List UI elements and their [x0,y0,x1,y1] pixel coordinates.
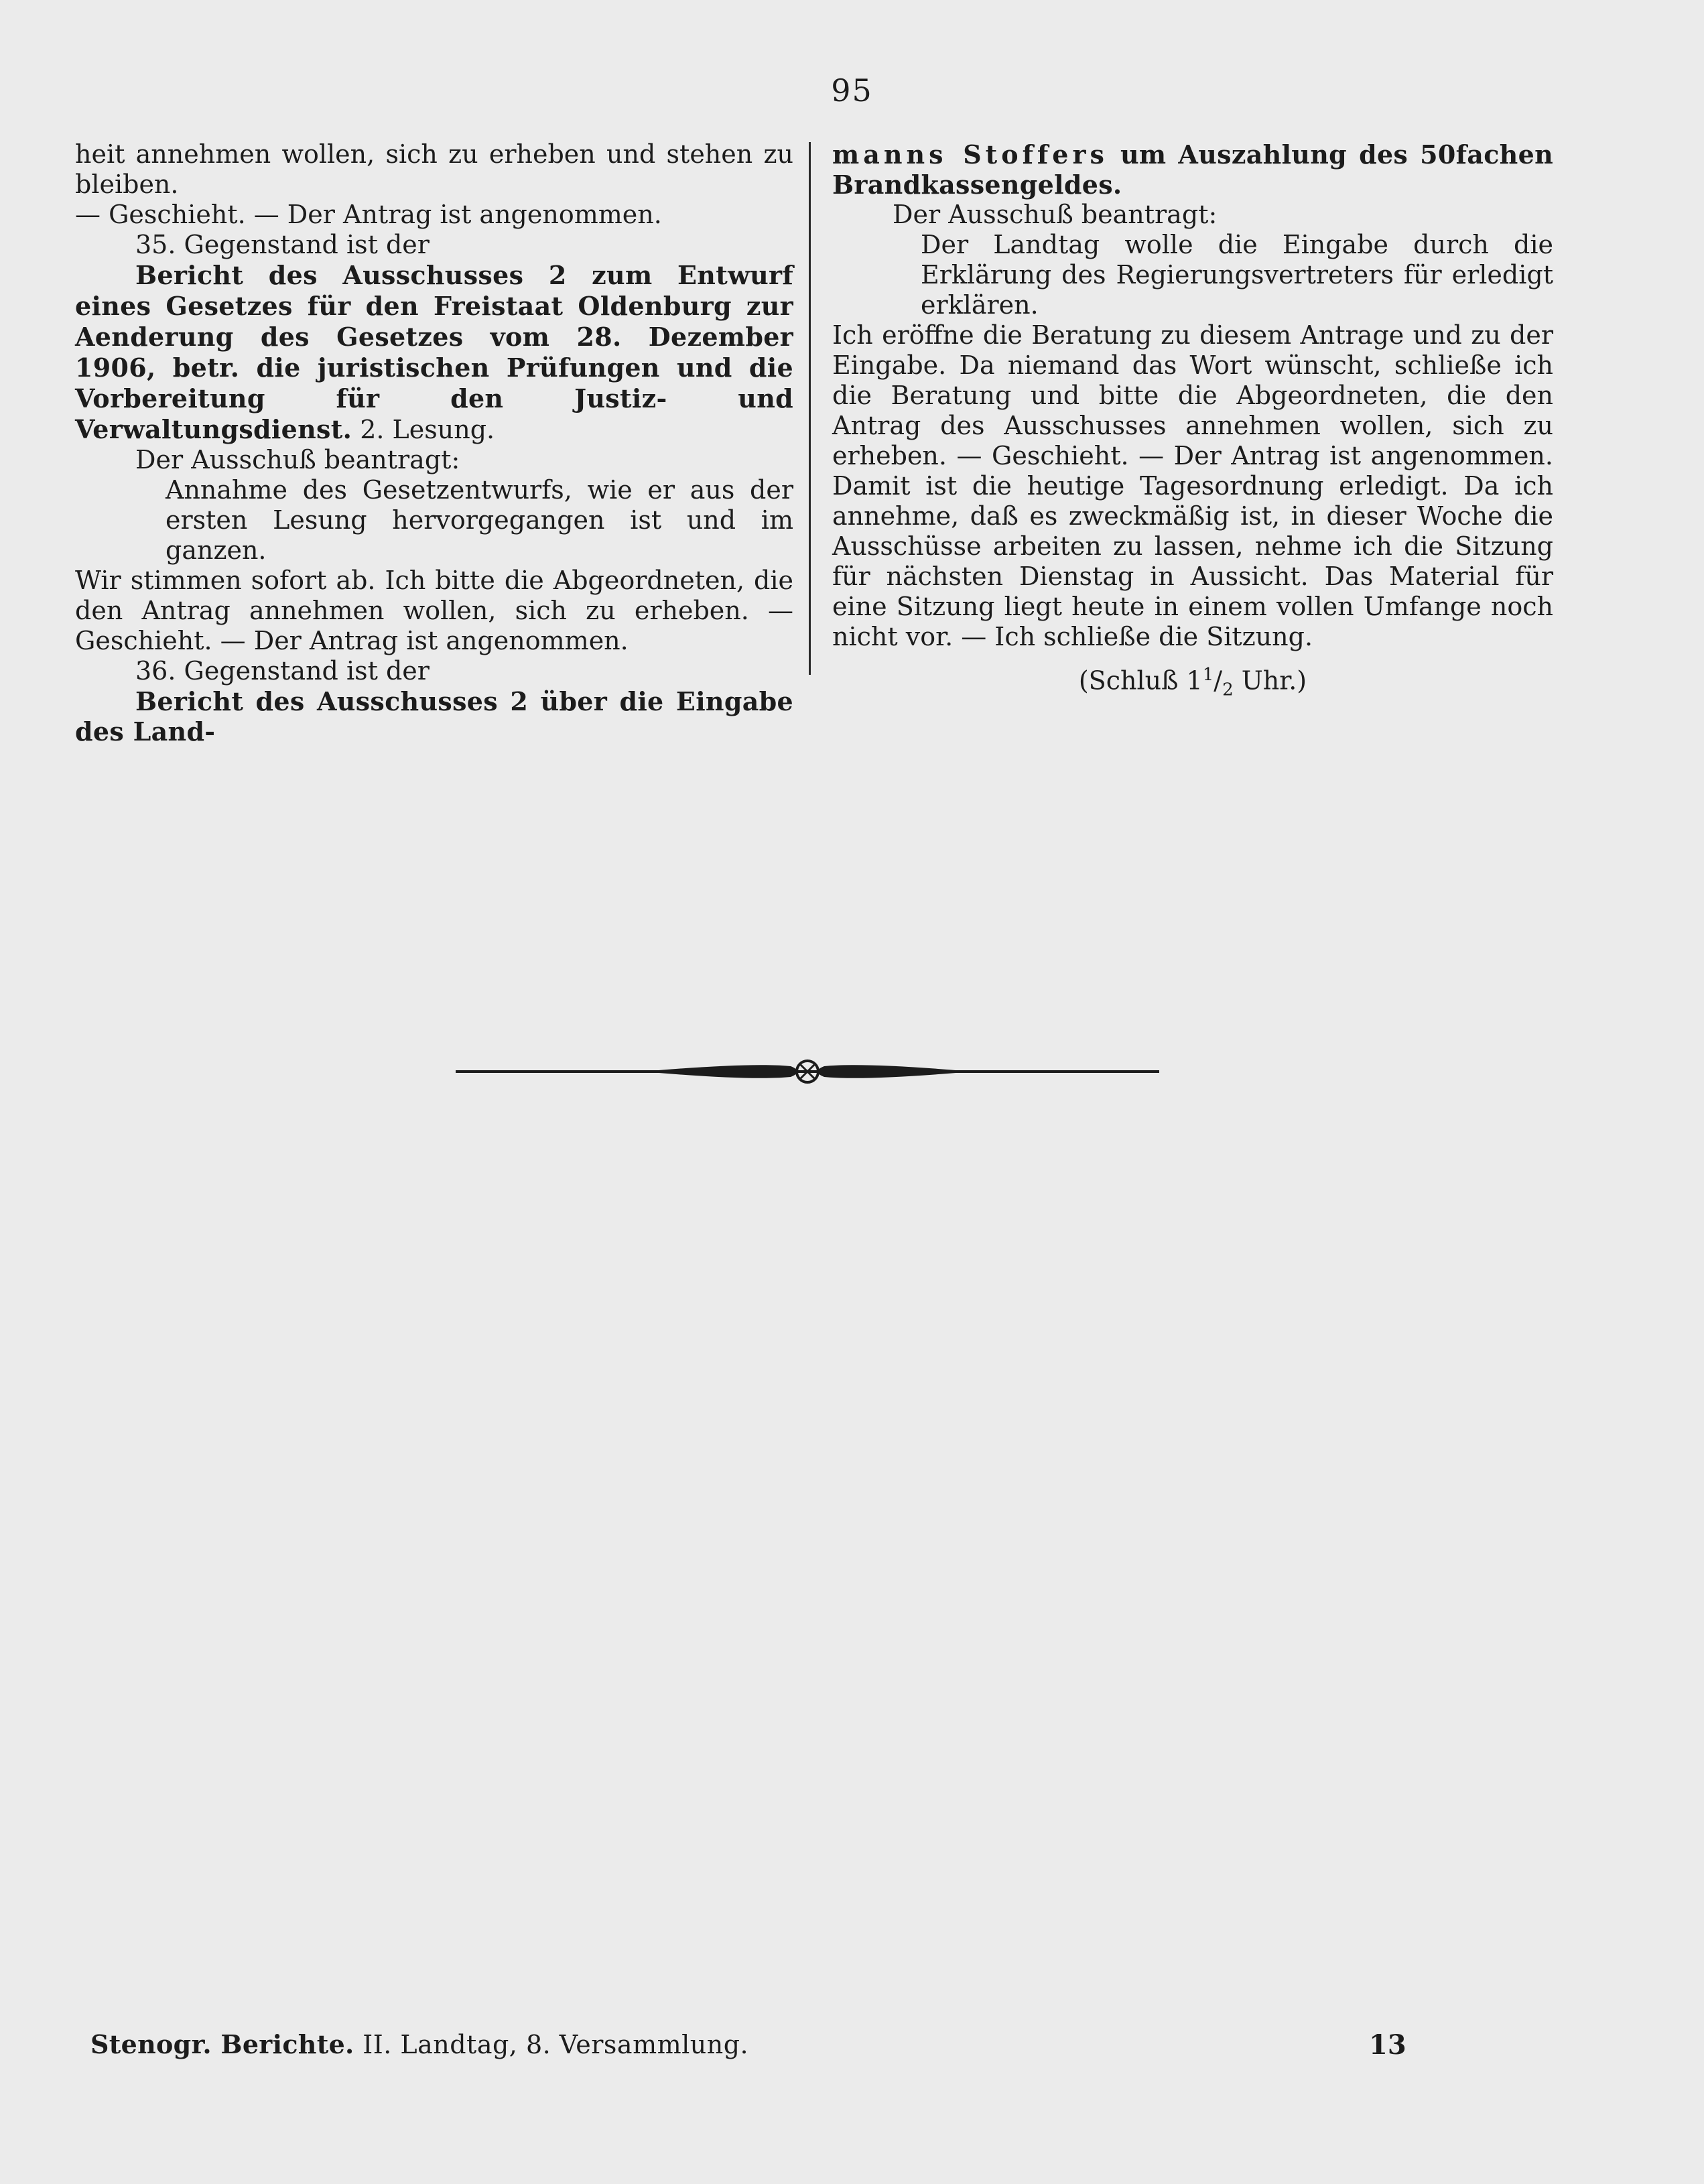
left-column [75,139,793,747]
report-36-cont-text: um Auszahlung des 50fachen Brandkassengeldes. [832,139,1554,200]
proposal-35: Annahme des Gesetzentwurfs, wie er aus der ersten Lesung hervorgegangen ist und im ganzen. [166,475,793,565]
column-divider [809,142,811,675]
paragraph-continuation [75,139,793,230]
session-end: (Schluß $1^1/_2$ Uhr.) [1078,665,1307,700]
committee-proposes-label: Der Ausschuß beantragt: [135,445,460,474]
session-end-suffix: Uhr.) [1233,665,1307,696]
vote-35: Wir stimmen sofort ab. Ich bitte die Abgeordneten, die den Antrag annehmen wollen, sich zu erheben. — Geschieht. — Der Antrag ist angenommen. [75,566,793,655]
report-36-continued [832,139,1553,200]
reading-35: 2. Lesung. [360,415,495,444]
footer-session: II. Landtag, 8. Versammlung. [363,2030,749,2059]
report-36-start: Bericht des Ausschusses 2 über die Eingabe des Land- [75,686,793,747]
footer-publication: Stenogr. Berichte. [90,2029,354,2059]
agenda-item-36: 36. Gegenstand ist der [135,656,430,686]
footer-title [90,2029,748,2059]
petitioner-name: manns Stoffers [832,139,1108,170]
continuation-line-2: — Geschieht. — Der Antrag ist angenommen. [75,200,662,229]
session-end-prefix: (Schluß 1 [1078,665,1203,696]
fraction-denominator: 2 [1222,680,1234,700]
committee-proposes-label-2: Der Ausschuß beantragt: [893,200,1218,229]
report-35 [75,260,793,445]
continuation-line-1: heit annehmen wollen, sich zu erheben und stehen zu bleiben. [75,139,793,199]
page-number: 95 [831,72,873,109]
fraction-numerator: 1 [1202,665,1214,685]
closing-statement: Ich eröffne die Beratung zu diesem Antrage und zu der Eingabe. Da niemand das Wort wünscht, schließe ich die Beratung und bitte die Abgeordneten, die den Antrag des Ausschusses annehmen wollen, sich zu erheben. — Geschieht. — Der Antrag ist angenommen. Damit ist die heutige Tagesordnung erledigt. Da ich annehme, daß es zweckmäßig ist, in dieser Woche die Ausschüsse arbeiten zu lassen, nehme ich die Sitzung für nächsten Dienstag in Aussicht. Das Material für eine Sitzung liegt heute in einem vollen Umfange noch nicht vor. — Ich schließe die Sitzung. [832,320,1553,651]
ornament-divider-icon [456,1055,1159,1089]
agenda-item-35: 35. Gegenstand ist der [135,230,430,259]
report-35-title: Bericht des Ausschusses 2 zum Entwurf eines Gesetzes für den Freistaat Oldenburg zur Aenderung des Gesetzes vom 28. Dezember 1906, betr. die juristischen Prüfungen und die Vorbereitung für den Justiz- und Verwaltungsdienst. [75,260,793,444]
right-column [832,139,1553,705]
sheet-number: 13 [1369,2029,1406,2061]
proposal-36: Der Landtag wolle die Eingabe durch die Erklärung des Regierungsvertreters für erledigt erklären. [921,230,1553,320]
